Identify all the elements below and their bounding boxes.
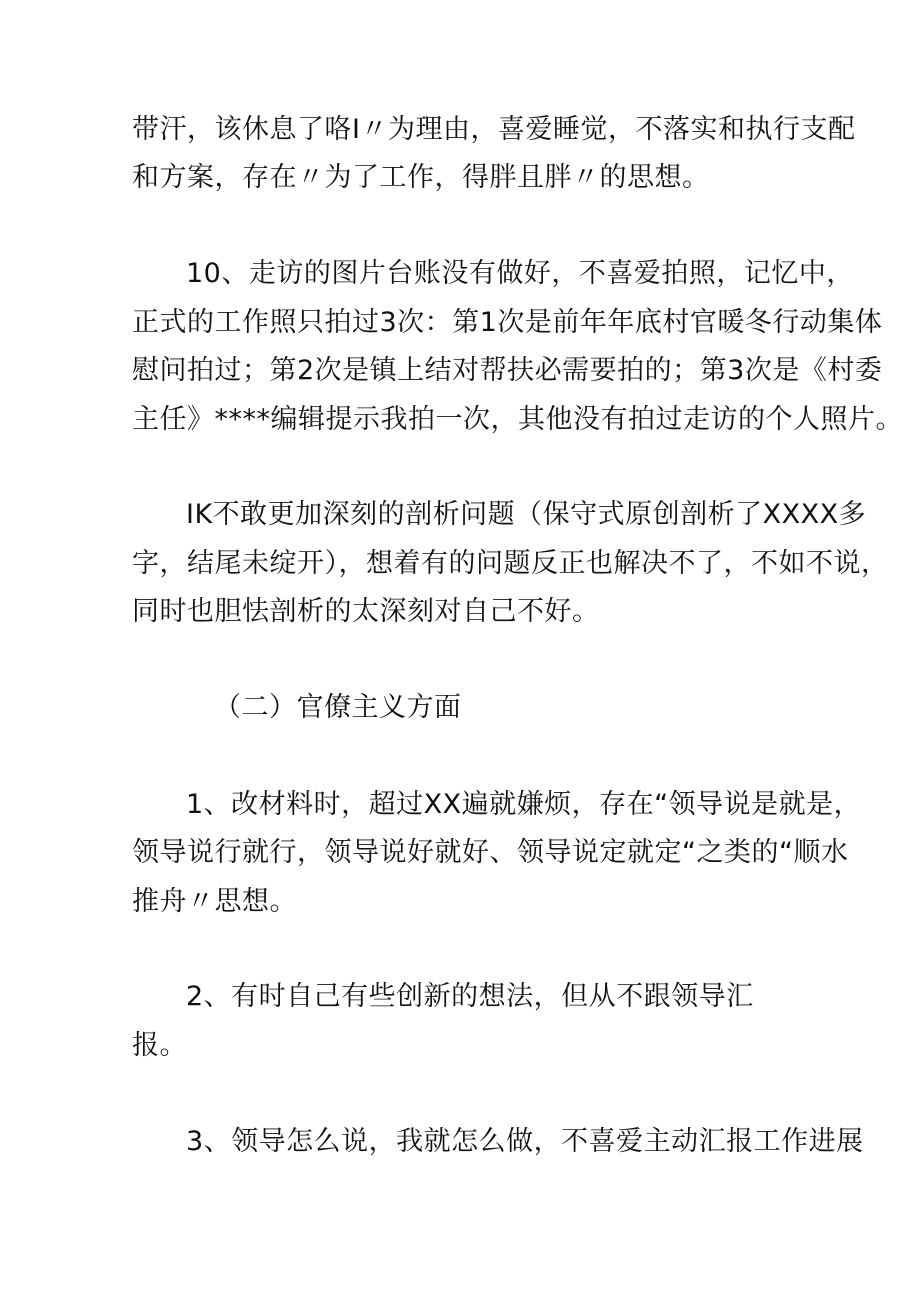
section-heading: （二）官僚主义方面	[214, 692, 462, 723]
paragraph-line: IK不敢更加深刻的剖析问题（保守式原创剖析了XXXX多	[186, 499, 867, 530]
paragraph-line: 正式的工作照只拍过3次：第1次是前年年底村官暖冬行动集体	[132, 307, 883, 338]
paragraph-line: 领导说行就行，领导说好就好、领导说定就定“之类的“顺水	[132, 837, 849, 868]
paragraph-line: 主任》****编辑提示我拍一次，其他没有拍过走访的个人照片。	[132, 404, 903, 435]
paragraph-line: 带汗，该休息了咯I〃为理由，喜爱睡觉，不落实和执行支配	[132, 114, 856, 145]
paragraph-line: 10、走访的图片台账没有做好，不喜爱拍照，记忆中，	[186, 258, 854, 289]
paragraph-line: 慰问拍过；第2次是镇上结对帮扶必需要拍的；第3次是《村委	[132, 355, 883, 386]
paragraph-line: 推舟〃思想。	[132, 886, 297, 917]
paragraph-line: 3、领导怎么说，我就怎么做，不喜爱主动汇报工作进展	[186, 1126, 864, 1157]
paragraph-line: 1、改材料时，超过XX遍就嫌烦，存在“领导说是就是，	[186, 789, 862, 820]
paragraph-line: 同时也胆怯剖析的太深刻对自己不好。	[132, 596, 600, 627]
paragraph-line: 2、有时自己有些创新的想法，但从不跟领导汇	[186, 981, 754, 1012]
paragraph-line: 字，结尾未绽开），想着有的问题反正也解决不了，不如不说，	[132, 548, 889, 579]
paragraph-line: 报。	[132, 1030, 187, 1061]
paragraph-line: 和方案，存在〃为了工作，得胖且胖〃的思想。	[132, 162, 710, 193]
